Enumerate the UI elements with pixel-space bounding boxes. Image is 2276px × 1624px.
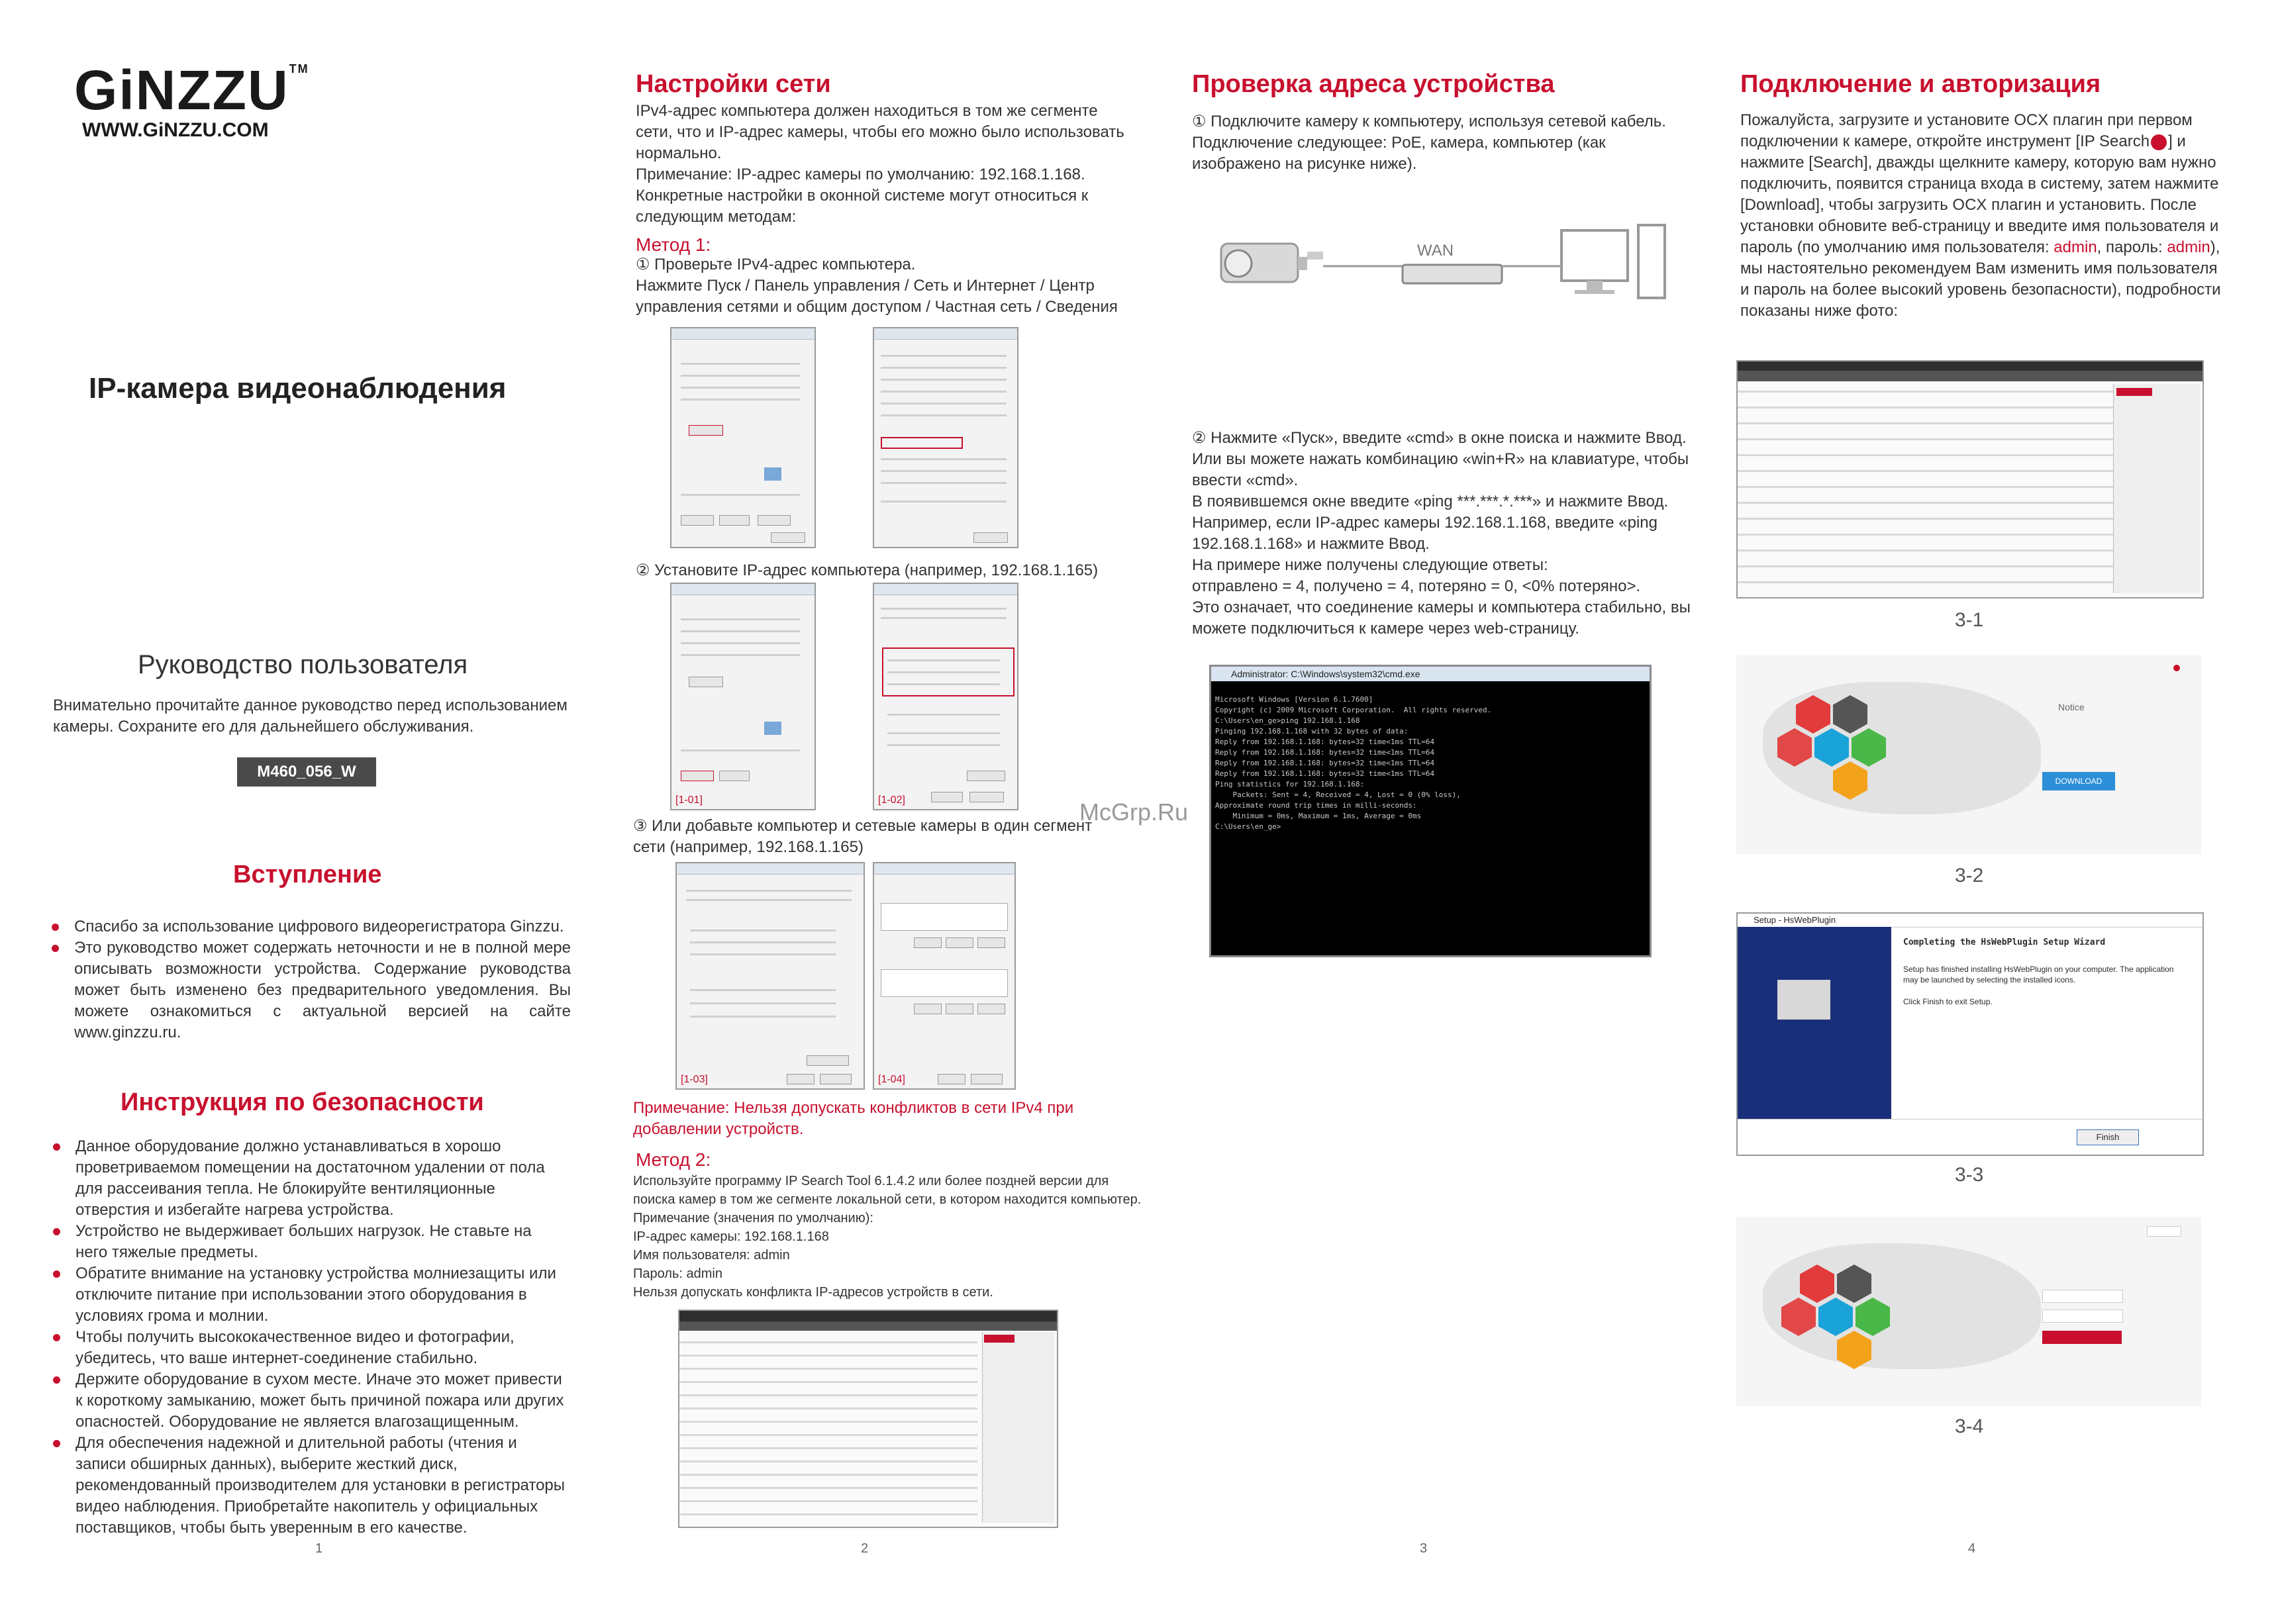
cmd-line: Pinging 192.168.1.168 with 32 bytes of data: — [1215, 727, 1409, 736]
model-badge: M460_056_W — [237, 757, 376, 787]
check-step1: ① Подключите камеру к компьютеру, используя сетевой кабель. Подключение следующее: PoE, камера, компьютер (как изображено на рисунке ниже). — [1192, 113, 1666, 173]
cmd-line: Microsoft Windows [Version 6.1.7600] — [1215, 695, 1373, 704]
logo-tm: TM — [289, 62, 309, 75]
page-1 — [0, 0, 569, 1624]
connect-text-part: ] и нажмите [Search], дважды щелкните камеру, которую вам нужно подключить, появится страница входа в систему, затем нажмите [Download], чтобы загрузить OCX плагин и установить. После установки обновите веб-страницу и введите имя пользователя и пароль (по умолчанию имя пользователя: — [1740, 132, 2219, 256]
page-2 — [622, 0, 1152, 1624]
ip-properties-screenshot-3 — [675, 862, 865, 1090]
download-notice-title: Notice — [2058, 702, 2085, 712]
product-title: IP-камера видеонаблюдения — [89, 372, 507, 405]
cmd-line: Ping statistics for 192.168.1.168: — [1215, 780, 1365, 788]
step3-text: ③ Или добавьте компьютер и сетевые камеры в один сегмент сети (например, 192.168.1.165) — [633, 817, 1093, 856]
check-address-heading: Проверка адреса устройства — [1192, 70, 1555, 98]
ip-properties-screenshot-2 — [873, 583, 1018, 810]
page-number: 3 — [1420, 1541, 1428, 1556]
connect-text-part: ), мы настоятельно рекомендуем Вам изменить имя пользователя и пароль на более высокий уровень безопасности), подробности показаны ниже фото: — [1740, 238, 2221, 320]
ip-properties-screenshot-1 — [670, 583, 816, 810]
intro-list — [48, 916, 571, 1043]
connect-text-part: Пожалуйста, загрузите и установите OCX плагин при первом подключении к камере, откройте инструмент [IP Search — [1740, 111, 2193, 150]
method2-text: Используйте программу IP Search Tool 6.1.4.2 или более поздней версии для поиска камер в том же сегменте локальной сети, в котором находится компьютер. Примечание (значения по умолчанию): IP-адрес камеры: 192.168.1.168 Имя пользователя: admin Пароль: admin Нельзя допускать конфликта IP-адресов устройств в сети. — [633, 1174, 1142, 1300]
search-icon — [2151, 134, 2167, 150]
intro-item: Спасибо за использование цифрового видеорегистратора Ginzzu. — [48, 916, 571, 937]
camera-icon — [1221, 244, 1323, 282]
ip-search-screenshot — [1736, 360, 2204, 598]
safety-item: Данное оборудование должно устанавливаться в хорошо проветриваемом помещении на достаточном удалении от пола для рассеивания тепла. Не блокируйте вентиляционные отверстия и избегайте нагрева устройства. — [49, 1136, 566, 1221]
network-heading: Настройки сети — [636, 70, 831, 98]
page-4 — [1735, 0, 2265, 1624]
safety-list — [49, 1136, 566, 1539]
network-intro: IPv4-адрес компьютера должен находиться в том же сегменте сети, что и IP-адрес камеры, чтобы его можно было использовать нормально. Примечание: IP-адрес камеры по умолчанию: 192.168.1.168. Конкретные настройки в оконной системе могут относиться к следующим методам: — [636, 102, 1124, 226]
computer-icon — [1561, 225, 1665, 298]
connect-text-part: , пароль: — [2097, 238, 2163, 256]
cmd-window — [1209, 665, 1652, 957]
intro-heading: Вступление — [233, 861, 382, 888]
network-details-screenshot — [873, 327, 1018, 548]
lang-indicator — [2173, 665, 2180, 671]
intro-item: Это руководство может содержать неточности и не в полной мере описывать возможности устройства. Содержание руководства может быть изменено без предварительного уведомления. Вы можете ознакомиться с актуальной версией на сайте www.ginzzu.ru. — [48, 937, 571, 1043]
switch-icon — [1403, 242, 1502, 283]
network-status-screenshot — [670, 327, 816, 548]
logo-text: GiNZZU — [74, 59, 289, 121]
cmd-line: Approximate round trip times in milli-seconds: — [1215, 801, 1417, 810]
check-step2: ② Нажмите «Пуск», введите «cmd» в окне поиска и нажмите Ввод. Или вы можете нажать комбинацию «win+R» на клавиатуре, чтобы ввести «cmd». В появившемся окне введите «ping ***.***.*.***» и нажмите Ввод. Например, если IP-адрес камеры 192.168.1.168, введите «ping 192.168.1.168» и нажмите Ввод. На примере ниже получены следующие ответы: отправлено = 4, получено = 4, потеряно = 0, <0% потеряно>. Это означает, что соединение камеры и компьютера стабильно, вы можете подключиться к камере через web-страницу. — [1192, 429, 1691, 638]
finish-button[interactable]: Finish — [2077, 1129, 2139, 1145]
connection-diagram — [1204, 216, 1694, 309]
login-page-screenshot — [1736, 1217, 2201, 1406]
setup-wizard-screenshot — [1736, 912, 2204, 1156]
login-button[interactable] — [2042, 1331, 2122, 1344]
language-select[interactable] — [2147, 1226, 2181, 1237]
safety-item: Устройство не выдерживает больших нагрузок. Не ставьте на него тяжелые предметы. — [49, 1221, 566, 1263]
page-number: 1 — [315, 1541, 323, 1556]
manual-subtitle: Внимательно прочитайте данное руководство перед использованием камеры. Сохраните его для дальнейшего обслуживания. — [53, 696, 568, 736]
cmd-output — [1211, 681, 1650, 856]
wan-label: WAN — [1417, 242, 1454, 260]
cmd-line: Reply from 192.168.1.168: bytes=32 time<1ms TTL=64 — [1215, 738, 1435, 746]
figure-caption: 3-2 — [1955, 865, 1984, 886]
cmd-title-bar: Administrator: C:\Windows\system32\cmd.exe — [1211, 667, 1650, 681]
cmd-line: Copyright (c) 2009 Microsoft Corporation. All rights reserved. — [1215, 706, 1492, 714]
safety-item: Держите оборудование в сухом месте. Иначе это может привести к короткому замыканию, может быть причиной пожара или других опасностей. Оборудование не является влагозащищенным. — [49, 1369, 566, 1433]
plugin-download-screenshot — [1736, 655, 2201, 854]
cmd-line: Reply from 192.168.1.168: bytes=32 time<1ms TTL=64 — [1215, 748, 1435, 757]
ip-search-screenshot-small — [678, 1310, 1058, 1528]
figure-caption: 3-4 — [1955, 1415, 1984, 1437]
setup-title-bar: Setup - HsWebPlugin — [1738, 914, 2202, 928]
ipv4-conflict-note: Примечание: Нельзя допускать конфликтов в сети IPv4 при добавлении устройств. — [633, 1099, 1074, 1138]
cmd-line: Minimum = 0ms, Maximum = 1ms, Average = 0ms — [1215, 812, 1422, 820]
cmd-line: Packets: Sent = 4, Received = 4, Lost = 0 (0% loss), — [1215, 790, 1461, 799]
download-button[interactable]: DOWNLOAD — [2042, 772, 2115, 790]
figure-tag: [1-02] — [878, 794, 905, 806]
connect-heading: Подключение и авторизация — [1740, 70, 2101, 98]
figure-caption: 3-1 — [1955, 609, 1984, 631]
step1-text: ① Проверьте IPv4-адрес компьютера. Нажмите Пуск / Панель управления / Сеть и Интернет / Центр управления сетями и общим доступом / Частная сеть / Сведения — [636, 256, 1118, 316]
safety-item: Для обеспечения надежной и длительной работы (чтения и записи обширных данных), выберите жесткий диск, рекомендованный производителем для установки в регистраторы видео наблюдения. Приобретайте накопитель у официальных поставщиков, чтобы быть уверенным в его качестве. — [49, 1433, 566, 1539]
login-username-field[interactable] — [2042, 1290, 2123, 1303]
page-number: 4 — [1968, 1541, 1976, 1556]
watermark: McGrp.Ru — [1079, 798, 1189, 826]
default-username: admin — [2053, 238, 2097, 256]
setup-heading: Completing the HsWebPlugin Setup Wizard — [1903, 937, 2106, 947]
login-password-field[interactable] — [2042, 1310, 2123, 1323]
setup-text: Setup has finished installing HsWebPlugin on your computer. The application may be launched by selecting the installed icons. — [1903, 965, 2174, 984]
brand-website: WWW.GiNZZU.COM — [82, 119, 269, 141]
cmd-line: C:\Users\en_ge>ping 192.168.1.168 — [1215, 716, 1360, 725]
figure-tag: [1-04] — [878, 1074, 905, 1085]
connect-text — [1740, 110, 2230, 322]
page-3 — [1079, 0, 1708, 1624]
figure-tag: [1-03] — [681, 1074, 708, 1085]
cmd-line: Reply from 192.168.1.168: bytes=32 time<1ms TTL=64 — [1215, 759, 1435, 767]
safety-heading: Инструкция по безопасности — [121, 1088, 484, 1116]
cmd-line: Reply from 192.168.1.168: bytes=32 time<1ms TTL=64 — [1215, 769, 1435, 778]
safety-item: Чтобы получить высококачественное видео и фотографии, убедитесь, что ваше интернет-соединение стабильно. — [49, 1327, 566, 1369]
advanced-tcpip-screenshot — [873, 862, 1016, 1090]
method2-label: Метод 2: — [636, 1149, 711, 1170]
brand-logo — [74, 58, 309, 122]
figure-tag: [1-01] — [675, 794, 703, 806]
manual-title: Руководство пользователя — [138, 650, 468, 679]
default-password: admin — [2167, 238, 2210, 256]
setup-text-2: Click Finish to exit Setup. — [1903, 997, 1993, 1006]
cmd-line: C:\Users\en_ge> — [1215, 822, 1281, 831]
step2-text: ② Установите IP-адрес компьютера (например, 192.168.1.165) — [636, 561, 1099, 579]
method1-label: Метод 1: — [636, 234, 711, 255]
safety-item: Обратите внимание на установку устройства молниезащиты или отключите питание при использовании этого оборудования в условиях грома и молнии. — [49, 1263, 566, 1327]
page-number: 2 — [861, 1541, 869, 1556]
figure-caption: 3-3 — [1955, 1164, 1984, 1186]
